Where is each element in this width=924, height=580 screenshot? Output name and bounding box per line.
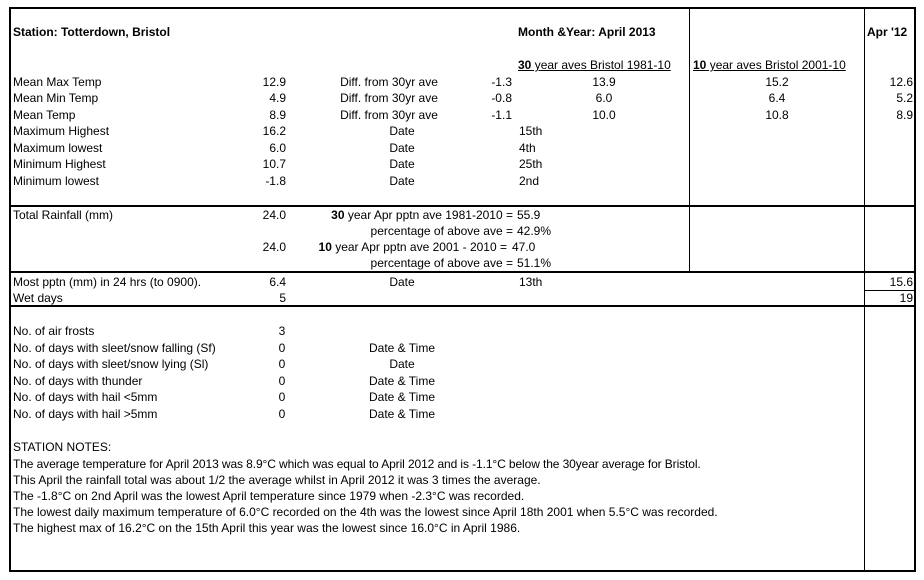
- notes-line: This April the rainfall total was about 1/2 the average whilst in April 2012 it was 3 times the average.: [13, 473, 541, 487]
- diff-value: -1.1: [491, 108, 512, 122]
- rain-ave10-value: 47.0: [512, 240, 536, 254]
- days-label: No. of days with thunder: [13, 374, 143, 388]
- notes-line: The average temperature for April 2013 was 8.9°C which was equal to April 2012 and is -1.1°C below the 30year average for Bristol.: [13, 457, 701, 471]
- prev-value: 8.9: [896, 108, 913, 122]
- days-label: No. of days with hail >5mm: [13, 407, 158, 421]
- extreme-date: 2nd: [519, 174, 540, 188]
- rain-value-1: 24.0: [262, 208, 286, 222]
- diff-label: Diff. from 30yr ave: [340, 75, 438, 89]
- wet-days-label: Wet days: [13, 291, 63, 305]
- station-title: Station: Totterdown, Bristol: [13, 25, 171, 39]
- extreme-date-label: Date: [389, 157, 415, 171]
- days-extra: Date & Time: [368, 407, 436, 421]
- ave30-value: 13.9: [592, 75, 616, 89]
- days-extra: Date: [389, 357, 415, 371]
- extreme-value: 6.0: [269, 141, 286, 155]
- border-left: [9, 7, 11, 572]
- extreme-date-label: Date: [389, 124, 415, 138]
- days-extra: Date & Time: [368, 374, 436, 388]
- prev-value: 5.2: [896, 91, 913, 105]
- ave30-value: 10.0: [592, 108, 616, 122]
- divider-10yr-col: [689, 7, 690, 272]
- temp-value: 8.9: [269, 108, 286, 122]
- most-pptn-prev: 15.6: [889, 275, 913, 289]
- days-value: 0: [278, 341, 286, 355]
- days-value: 0: [278, 357, 286, 371]
- divider-pptn-top: [9, 271, 916, 273]
- ave30-value: 6.0: [595, 91, 613, 105]
- col-30yr-header: [518, 58, 671, 72]
- notes-line: The highest max of 16.2°C on the 15th April this year was the lowest since 16.0°C in April 1986.: [13, 521, 521, 535]
- most-pptn-label: Most pptn (mm) in 24 hrs (to 0900).: [13, 275, 202, 289]
- notes-line: The lowest daily maximum temperature of 6.0°C recorded on the 4th was the lowest since April 18th 2001 when 5.5°C was recorded.: [13, 505, 718, 519]
- wet-days-prev: 19: [899, 291, 913, 305]
- prev-value: 12.6: [889, 75, 913, 89]
- extreme-date: 4th: [519, 141, 536, 155]
- col-10yr-bold: 10: [693, 58, 707, 72]
- extreme-label: Minimum lowest: [13, 174, 100, 188]
- most-pptn-date-label: Date: [389, 275, 415, 289]
- extreme-label: Minimum Highest: [13, 157, 106, 171]
- extreme-date: 25th: [519, 157, 543, 171]
- rain-value-2: 24.0: [262, 240, 286, 254]
- days-label: No. of air frosts: [13, 324, 95, 338]
- ave10-value: 10.8: [765, 108, 789, 122]
- days-label: No. of days with sleet/snow falling (Sf): [13, 341, 216, 355]
- prev-year-header: Apr '12: [867, 25, 908, 39]
- diff-label: Diff. from 30yr ave: [340, 108, 438, 122]
- rain-ave30-bold: 30: [331, 208, 345, 222]
- temp-value: 4.9: [269, 91, 286, 105]
- col-30yr-rest: year aves Bristol 1981-10: [531, 58, 671, 72]
- wet-days-value: 5: [279, 291, 286, 305]
- col-10yr-rest: year aves Bristol 2001-10: [706, 58, 846, 72]
- border-bottom: [9, 570, 916, 572]
- rain-ave10-label: [290, 240, 507, 254]
- most-pptn-date: 13th: [519, 275, 543, 289]
- days-label: No. of days with sleet/snow lying (Sl): [13, 357, 209, 371]
- rain-pct10-label: percentage of above ave =: [370, 256, 513, 270]
- extreme-label: Maximum lowest: [13, 141, 103, 155]
- extreme-value: -1.8: [265, 174, 286, 188]
- rain-pct30-label: percentage of above ave =: [370, 224, 513, 238]
- ave10-value: 6.4: [768, 91, 786, 105]
- col-10yr-header: [693, 58, 846, 72]
- extreme-value: 10.7: [262, 157, 286, 171]
- rain-ave30-value: 55.9: [517, 208, 541, 222]
- rain-ave10-rest: year Apr pptn ave 2001 - 2010 =: [331, 240, 507, 254]
- rain-ave30-rest: year Apr pptn ave 1981-2010 =: [344, 208, 513, 222]
- days-value: 0: [278, 374, 286, 388]
- ave10-value: 15.2: [765, 75, 789, 89]
- divider-rain-top: [9, 205, 916, 207]
- extreme-date: 15th: [519, 124, 543, 138]
- rain-ave10-bold: 10: [318, 240, 332, 254]
- notes-title: STATION NOTES:: [13, 440, 112, 454]
- temp-label: Mean Temp: [13, 108, 76, 122]
- diff-label: Diff. from 30yr ave: [340, 91, 438, 105]
- most-pptn-value: 6.4: [269, 275, 286, 289]
- col-30yr-bold: 30: [518, 58, 532, 72]
- rain-label: Total Rainfall (mm): [13, 208, 114, 222]
- extreme-value: 16.2: [262, 124, 286, 138]
- temp-value: 12.9: [262, 75, 286, 89]
- notes-line: The -1.8°C on 2nd April was the lowest April temperature since 1979 when -2.3°C was recorded.: [13, 489, 525, 503]
- days-label: No. of days with hail <5mm: [13, 390, 158, 404]
- extreme-date-label: Date: [389, 141, 415, 155]
- days-value: 3: [278, 324, 286, 338]
- days-value: 0: [278, 390, 286, 404]
- diff-value: -0.8: [491, 91, 512, 105]
- rain-pct30-value: 42.9%: [517, 224, 552, 238]
- days-value: 0: [278, 407, 286, 421]
- rain-pct10-value: 51.1%: [517, 256, 552, 270]
- border-top: [9, 7, 916, 9]
- days-extra: Date & Time: [368, 390, 436, 404]
- rain-ave30-label: [296, 208, 513, 222]
- temp-label: Mean Max Temp: [13, 75, 102, 89]
- days-extra: Date & Time: [368, 341, 436, 355]
- extreme-label: Maximum Highest: [13, 124, 110, 138]
- divider-days-top: [9, 305, 916, 307]
- diff-value: -1.3: [491, 75, 512, 89]
- temp-label: Mean Min Temp: [13, 91, 99, 105]
- extreme-date-label: Date: [389, 174, 415, 188]
- month-year: Month &Year: April 2013: [518, 25, 656, 39]
